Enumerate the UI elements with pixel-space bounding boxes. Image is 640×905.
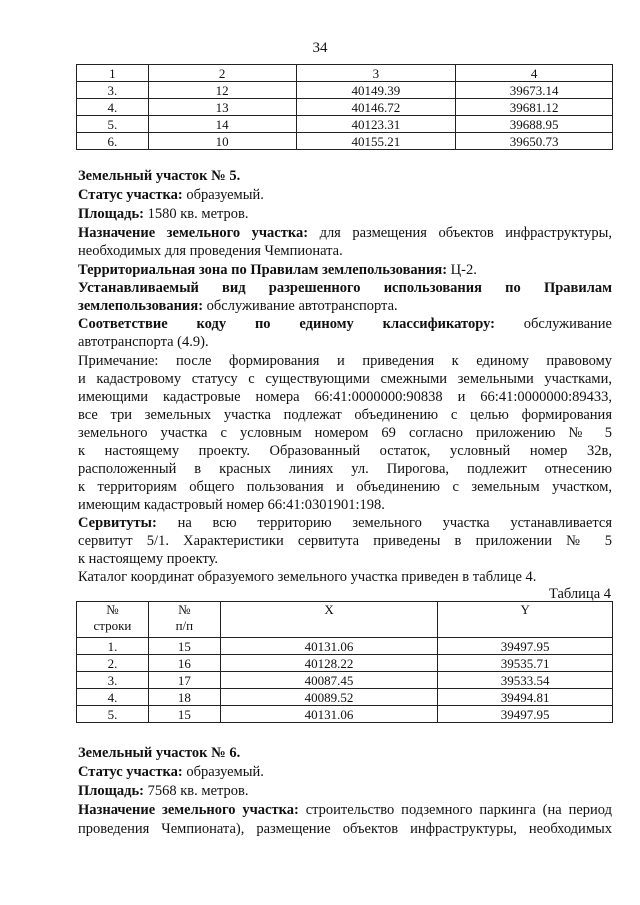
cell: 4. <box>77 689 149 706</box>
cell: 12 <box>148 82 296 99</box>
cell: 39673.14 <box>456 82 613 99</box>
plot5-code-cont: автотранспорта (4.9). <box>78 334 209 350</box>
plot5-servitude-cont: сервитут 5/1. Характеристики сервитута приведены в приложении № 5 <box>78 533 612 549</box>
cell: 40155.21 <box>296 133 456 150</box>
cell: 39650.73 <box>456 133 613 150</box>
plot5-servitude: Сервитуты: на всю территорию земельного участка устанавливается <box>78 515 612 531</box>
cell: 3. <box>77 672 149 689</box>
table-row <box>77 82 613 99</box>
table-row <box>77 133 613 150</box>
header-cell: 3 <box>296 65 456 82</box>
plot5-note-line: к настоящему проекту. Образованный остаток, условный номер 32в, <box>78 443 612 459</box>
plot6-purpose-cont: проведения Чемпионата), размещение объектов инфраструктуры, необходимых <box>78 821 612 837</box>
plot6-area: Площадь: 7568 кв. метров. <box>78 783 249 799</box>
plot5-note-line: имеющими кадастровые номера 66:41:0000000:90838 и 66:41:0000000:89433, <box>78 389 612 405</box>
header-cell: № строки <box>77 602 149 638</box>
cell: 40146.72 <box>296 99 456 116</box>
cell: 13 <box>148 99 296 116</box>
plot5-use: Устанавливаемый вид разрешенного использования по Правилам <box>78 280 612 296</box>
cell: 40087.45 <box>220 672 438 689</box>
plot5-status: Статус участка: образуемый. <box>78 187 264 203</box>
plot5-note-line: Примечание: после формирования и приведения к единому правовому <box>78 353 612 369</box>
cell: 39497.95 <box>438 638 613 655</box>
table-header-row <box>77 65 613 82</box>
cell: 39681.12 <box>456 99 613 116</box>
plot5-note-line: расположенный в красных линиях ул. Пирогова, подлежит отнесению <box>78 461 612 477</box>
cell: 1. <box>77 638 149 655</box>
cell: 10 <box>148 133 296 150</box>
plot5-catalog-text: Каталог координат образуемого земельного участка приведен в таблице 4. <box>78 569 537 585</box>
page-number: 34 <box>312 40 328 56</box>
cell: 16 <box>148 655 220 672</box>
plot5-note-line: имеющим кадастровый номер 66:41:0301901:198. <box>78 497 385 513</box>
plot5-note-line: и кадастровому статусу с существующими смежными земельными участками, <box>78 371 612 387</box>
cell: 39688.95 <box>456 116 613 133</box>
coordinates-table-4 <box>76 601 613 723</box>
cell: 40089.52 <box>220 689 438 706</box>
cell: 15 <box>148 638 220 655</box>
cell: 40128.22 <box>220 655 438 672</box>
cell: 40131.06 <box>220 706 438 723</box>
cell: 3. <box>77 82 149 99</box>
cell: 6. <box>77 133 149 150</box>
plot5-purpose-cont: необходимых для проведения Чемпионата. <box>78 243 343 259</box>
cell: 39494.81 <box>438 689 613 706</box>
plot5-note-line: земельного участка с условным номером 69 согласно приложению № 5 <box>78 425 612 441</box>
plot5-area: Площадь: 1580 кв. метров. <box>78 206 249 222</box>
plot5-purpose: Назначение земельного участка: для размещения объектов инфраструктуры, <box>78 225 612 241</box>
cell: 14 <box>148 116 296 133</box>
plot6-status: Статус участка: образуемый. <box>78 764 264 780</box>
plot5-use-cont: землепользования: обслуживание автотранспорта. <box>78 298 398 314</box>
header-cell: 1 <box>77 65 149 82</box>
cell: 4. <box>77 99 149 116</box>
table-row <box>77 116 613 133</box>
cell: 15 <box>148 706 220 723</box>
plot5-note-line: все три земельных участка подлежат объединению с целью формирования <box>78 407 612 423</box>
table-row <box>77 672 613 689</box>
table-row <box>77 706 613 723</box>
table-row <box>77 689 613 706</box>
table-row <box>77 655 613 672</box>
plot5-note-line: к территориям общего пользования и объединению с земельным участком, <box>78 479 612 495</box>
cell: 18 <box>148 689 220 706</box>
header-cell: Y <box>438 602 613 638</box>
plot5-zone: Территориальная зона по Правилам землепользования: Ц-2. <box>78 262 477 278</box>
plot6-heading: Земельный участок № 6. <box>78 745 241 761</box>
cell: 39535.71 <box>438 655 613 672</box>
plot6-purpose: Назначение земельного участка: строительство подземного паркинга (на период <box>78 802 612 818</box>
cell: 40131.06 <box>220 638 438 655</box>
header-cell: № п/п <box>148 602 220 638</box>
plot5-heading: Земельный участок № 5. <box>78 168 241 184</box>
cell: 5. <box>77 706 149 723</box>
cell: 40149.39 <box>296 82 456 99</box>
table-caption: Таблица 4 <box>548 586 611 602</box>
header-cell: X <box>220 602 438 638</box>
table-header-row <box>77 602 613 638</box>
cell: 39533.54 <box>438 672 613 689</box>
cell: 39497.95 <box>438 706 613 723</box>
header-cell: 2 <box>148 65 296 82</box>
coordinates-table-continued <box>76 64 613 150</box>
cell: 5. <box>77 116 149 133</box>
plot5-code: Соответствие коду по единому классификатору: обслуживание <box>78 316 612 332</box>
cell: 17 <box>148 672 220 689</box>
cell: 2. <box>77 655 149 672</box>
plot5-servitude-end: к настоящему проекту. <box>78 551 219 567</box>
table-row <box>77 99 613 116</box>
header-cell: 4 <box>456 65 613 82</box>
cell: 40123.31 <box>296 116 456 133</box>
table-row <box>77 638 613 655</box>
